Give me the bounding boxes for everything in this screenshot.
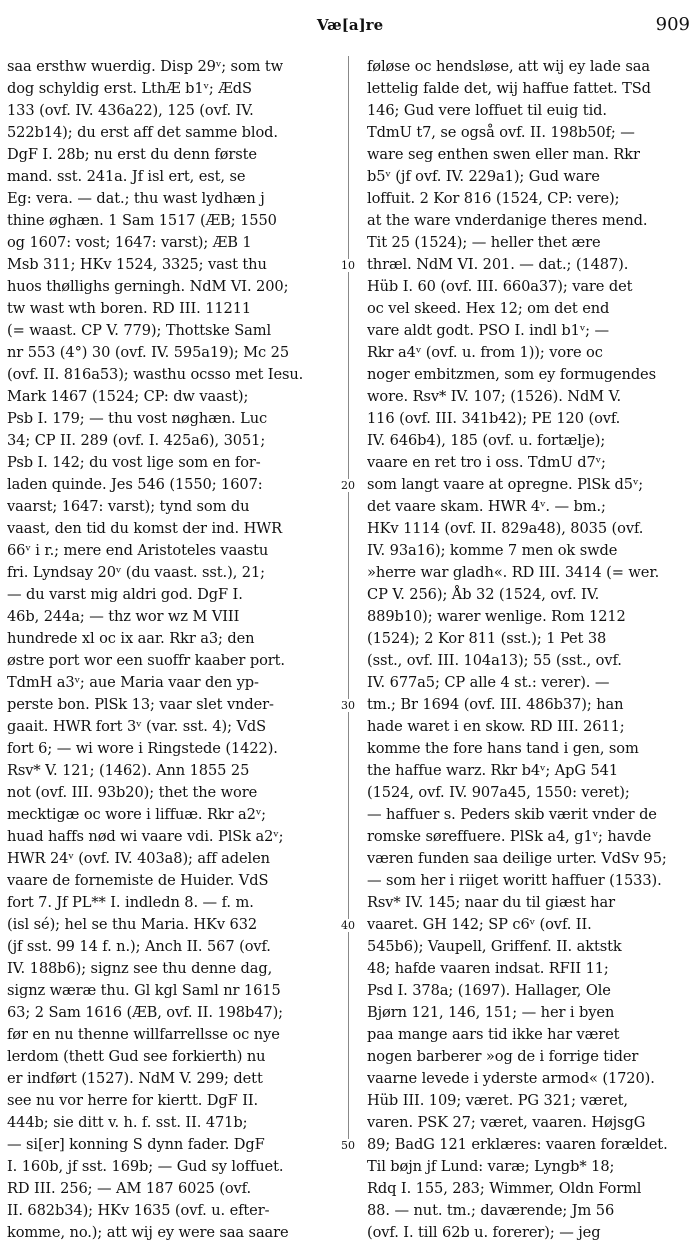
text-line: vaarne levede i yderste armod« (1720).	[367, 1070, 655, 1087]
text-line: før en nu thenne willfarrellsse oc nye	[7, 1026, 280, 1043]
text-line: CP V. 256); Åb 32 (1524, ovf. IV.	[367, 586, 600, 603]
text-line: Hüb III. 109; været. PG 321; været,	[367, 1092, 628, 1109]
right-column	[367, 56, 692, 1244]
text-line: østre port wor een suoffr kaaber port.	[7, 652, 285, 669]
text-line: Rsv* IV. 145; naar du til giæst har	[367, 894, 616, 911]
text-line: vaare en ret tro i oss. TdmU d7ᵛ;	[367, 454, 606, 471]
text-line: Til bøjn jf Lund: varæ; Lyngb* 18;	[367, 1158, 615, 1175]
text-line: væren funden saa deilige urter. VdSv 95;	[367, 850, 667, 867]
text-line: 89; BadG 121 erklæres: vaaren forældet.	[367, 1136, 668, 1153]
text-line: Psb I. 179; — thu vost nøghæn. Luc	[7, 410, 268, 427]
running-head: Væ[a]re	[316, 16, 384, 34]
text-line: — si[er] konning S dynn fader. DgF	[7, 1136, 265, 1153]
text-line: IV. 93a16); komme 7 men ok swde	[367, 542, 618, 559]
text-line: gaait. HWR fort 3ᵛ (var. sst. 4); VdS	[7, 718, 267, 735]
text-line: thine øghæn. 1 Sam 1517 (ÆB; 1550	[7, 212, 277, 229]
text-line: vaaret. GH 142; SP c6ᵛ (ovf. II.	[367, 916, 592, 933]
text-line: 522b14); du erst aff det samme blod.	[7, 124, 278, 141]
text-line: dog schyldig erst. LthÆ b1ᵛ; ÆdS	[7, 80, 252, 97]
text-line: mand. sst. 241a. Jf isl ert, est, se	[7, 168, 246, 185]
text-line: Eg: vera. — dat.; thu wast lydhæn j	[7, 190, 265, 207]
text-line: perste bon. PlSk 13; vaar slet vnder-	[7, 696, 274, 713]
text-line: I. 160b, jf sst. 169b; — Gud sy loffuet.	[7, 1158, 284, 1175]
text-line: Rsv* V. 121; (1462). Ann 1855 25	[7, 762, 250, 779]
text-line: (= waast. CP V. 779); Thottske Saml	[7, 322, 272, 339]
line-number: 30	[334, 699, 362, 712]
text-line: 63; 2 Sam 1616 (ÆB, ovf. II. 198b47);	[7, 1004, 283, 1021]
text-line: fort 6; — wi wore i Ringstede (1422).	[7, 740, 278, 757]
text-line: 133 (ovf. IV. 436a22), 125 (ovf. IV.	[7, 102, 254, 119]
text-line: komme, no.); att wij ey were saa saare	[7, 1224, 289, 1241]
text-line: Tit 25 (1524); — heller thet ære	[367, 234, 601, 251]
text-line: nr 553 (4°) 30 (ovf. IV. 595a19); Mc 25	[7, 344, 290, 361]
text-line: the haffue warz. Rkr b4ᵛ; ApG 541	[367, 762, 619, 779]
text-line: 66ᵛ i r.; mere end Aristoteles vaastu	[7, 542, 269, 559]
text-line: Mark 1467 (1524; CP: dw vaast);	[7, 388, 249, 405]
text-line: fri. Lyndsay 20ᵛ (du vaast. sst.), 21;	[7, 564, 265, 581]
text-line: (ovf. I. till 62b u. forerer); — jeg	[367, 1224, 601, 1241]
text-line: vaare de fornemiste de Huider. VdS	[7, 872, 269, 889]
text-line: noger embitzmen, som ey formugendes	[367, 366, 656, 383]
text-line: signz wæræ thu. Gl kgl Saml nr 1615	[7, 982, 281, 999]
text-line: (1524, ovf. IV. 907a45, 1550: veret);	[367, 784, 630, 801]
text-line: TdmU t7, se også ovf. II. 198b50f; —	[367, 124, 635, 141]
text-line: huad haffs nød wi vaare vdi. PlSk a2ᵛ;	[7, 828, 284, 845]
line-number: 10	[334, 259, 362, 272]
text-line: romske søreffuere. PlSk a4, g1ᵛ; havde	[367, 828, 652, 845]
text-line: Psd I. 378a; (1697). Hallager, Ole	[367, 982, 611, 999]
text-line: tm.; Br 1694 (ovf. III. 486b37); han	[367, 696, 624, 713]
text-line: huos thøllighs gerningh. NdM VI. 200;	[7, 278, 289, 295]
text-line: 88. — nut. tm.; daværende; Jm 56	[367, 1202, 615, 1219]
text-line: 545b6); Vaupell, Griffenf. II. aktstk	[367, 938, 622, 955]
text-line: oc vel skeed. Hex 12; om det end	[367, 300, 610, 317]
text-line: Rdq I. 155, 283; Wimmer, Oldn Forml	[367, 1180, 642, 1197]
text-line: 444b; sie ditt v. h. f. sst. II. 471b;	[7, 1114, 248, 1131]
text-line: Rkr a4ᵛ (ovf. u. from 1)); vore oc	[367, 344, 603, 361]
text-line: Msb 311; HKv 1524, 3325; vast thu	[7, 256, 267, 273]
page-number: 909	[655, 14, 690, 35]
text-line: Bjørn 121, 146, 151; — her i byen	[367, 1004, 615, 1021]
text-line: 889b10); warer wenlige. Rom 1212	[367, 608, 626, 625]
text-line: thræl. NdM VI. 201. — dat.; (1487).	[367, 256, 629, 273]
text-line: 146; Gud vere loffuet til euig tid.	[367, 102, 607, 119]
text-line: — du varst mig aldri god. DgF I.	[7, 586, 243, 603]
text-line: b5ᵛ (jf ovf. IV. 229a1); Gud ware	[367, 168, 600, 185]
text-line: — som her i riiget woritt haffuer (1533).	[367, 872, 662, 889]
text-line: HWR 24ᵛ (ovf. IV. 403a8); aff adelen	[7, 850, 270, 867]
left-column	[7, 56, 332, 1244]
text-line: laden quinde. Jes 546 (1550; 1607:	[7, 476, 263, 493]
text-line: not (ovf. III. 93b20); thet the wore	[7, 784, 258, 801]
text-line: vaarst; 1647: varst); tynd som du	[7, 498, 250, 515]
text-line: II. 682b34); HKv 1635 (ovf. u. efter-	[7, 1202, 270, 1219]
text-line: som langt vaare at opregne. PlSk d5ᵛ;	[367, 476, 644, 493]
text-line: og 1607: vost; 1647: varst); ÆB 1	[7, 234, 252, 251]
line-number: 20	[334, 479, 362, 492]
line-number: 40	[334, 919, 362, 932]
text-line: lettelig falde det, wij haffue fattet. TSd	[367, 80, 651, 97]
text-line: IV. 677a5; CP alle 4 st.: verer). —	[367, 674, 610, 691]
text-line: varen. PSK 27; været, vaaren. HøjsgG	[367, 1114, 646, 1131]
text-line: (isl sé); hel se thu Maria. HKv 632	[7, 916, 258, 933]
text-line: »herre war gladh«. RD III. 3414 (= wer.	[367, 564, 660, 581]
text-line: 48; hafde vaaren indsat. RFII 11;	[367, 960, 609, 977]
column-divider	[348, 56, 349, 1142]
text-line: RD III. 256; — AM 187 6025 (ovf.	[7, 1180, 251, 1197]
text-line: (jf sst. 99 14 f. n.); Anch II. 567 (ovf.	[7, 938, 271, 955]
text-line: fort 7. Jf PL** I. indledn 8. — f. m.	[7, 894, 254, 911]
text-line: at the ware vnderdanige theres mend.	[367, 212, 648, 229]
text-line: (ovf. II. 816a53); wasthu ocsso met Iesu.	[7, 366, 304, 383]
text-line: nogen barberer »og de i forrige tider	[367, 1048, 639, 1065]
text-line: 34; CP II. 289 (ovf. I. 425a6), 3051;	[7, 432, 266, 449]
text-line: 46b, 244a; — thz wor wz M VIII	[7, 608, 240, 625]
text-line: hade waret i en skow. RD III. 2611;	[367, 718, 625, 735]
text-line: (1524); 2 Kor 811 (sst.); 1 Pet 38	[367, 630, 607, 647]
text-line: see nu vor herre for kiertt. DgF II.	[7, 1092, 259, 1109]
text-line: mecktigæ oc wore i liffuæ. Rkr a2ᵛ;	[7, 806, 266, 823]
text-line: IV. 646b4), 185 (ovf. u. fortælje);	[367, 432, 606, 449]
text-line: vare aldt godt. PSO I. indl b1ᵛ; —	[367, 322, 610, 339]
page-header	[0, 8, 700, 36]
text-line: hundrede xl oc ix aar. Rkr a3; den	[7, 630, 255, 647]
text-line: (sst., ovf. III. 104a13); 55 (sst., ovf.	[367, 652, 622, 669]
text-line: ware seg enthen swen eller man. Rkr	[367, 146, 640, 163]
text-line: paa mange aars tid ikke har været	[367, 1026, 620, 1043]
text-line: komme the fore hans tand i gen, som	[367, 740, 639, 757]
text-line: loffuit. 2 Kor 816 (1524, CP: vere);	[367, 190, 620, 207]
text-line: lerdom (thett Gud see forkierth) nu	[7, 1048, 266, 1065]
text-line: saa ersthw wuerdig. Disp 29ᵛ; som tw	[7, 58, 284, 75]
text-line: føløse oc hendsløse, att wij ey lade saa	[367, 58, 650, 75]
text-line: er indført (1527). NdM V. 299; dett	[7, 1070, 263, 1087]
text-line: 116 (ovf. III. 341b42); PE 120 (ovf.	[367, 410, 621, 427]
text-line: Psb I. 142; du vost lige som en for-	[7, 454, 261, 471]
text-line: — haffuer s. Peders skib værit vnder de	[367, 806, 657, 823]
text-line: DgF I. 28b; nu erst du denn første	[7, 146, 257, 163]
text-line: TdmH a3ᵛ; aue Maria vaar den yp-	[7, 674, 259, 691]
text-line: vaast, den tid du komst der ind. HWR	[7, 520, 283, 537]
text-line: IV. 188b6); signz see thu denne dag,	[7, 960, 273, 977]
text-line: HKv 1114 (ovf. II. 829a48), 8035 (ovf.	[367, 520, 644, 537]
text-line: wore. Rsv* IV. 107; (1526). NdM V.	[367, 388, 621, 405]
text-line: Hüb I. 60 (ovf. III. 660a37); vare det	[367, 278, 633, 295]
text-line: det vaare skam. HWR 4ᵛ. — bm.;	[367, 498, 606, 515]
line-number: 50	[334, 1139, 362, 1152]
text-line: tw wast wth boren. RD III. 11211	[7, 300, 252, 317]
